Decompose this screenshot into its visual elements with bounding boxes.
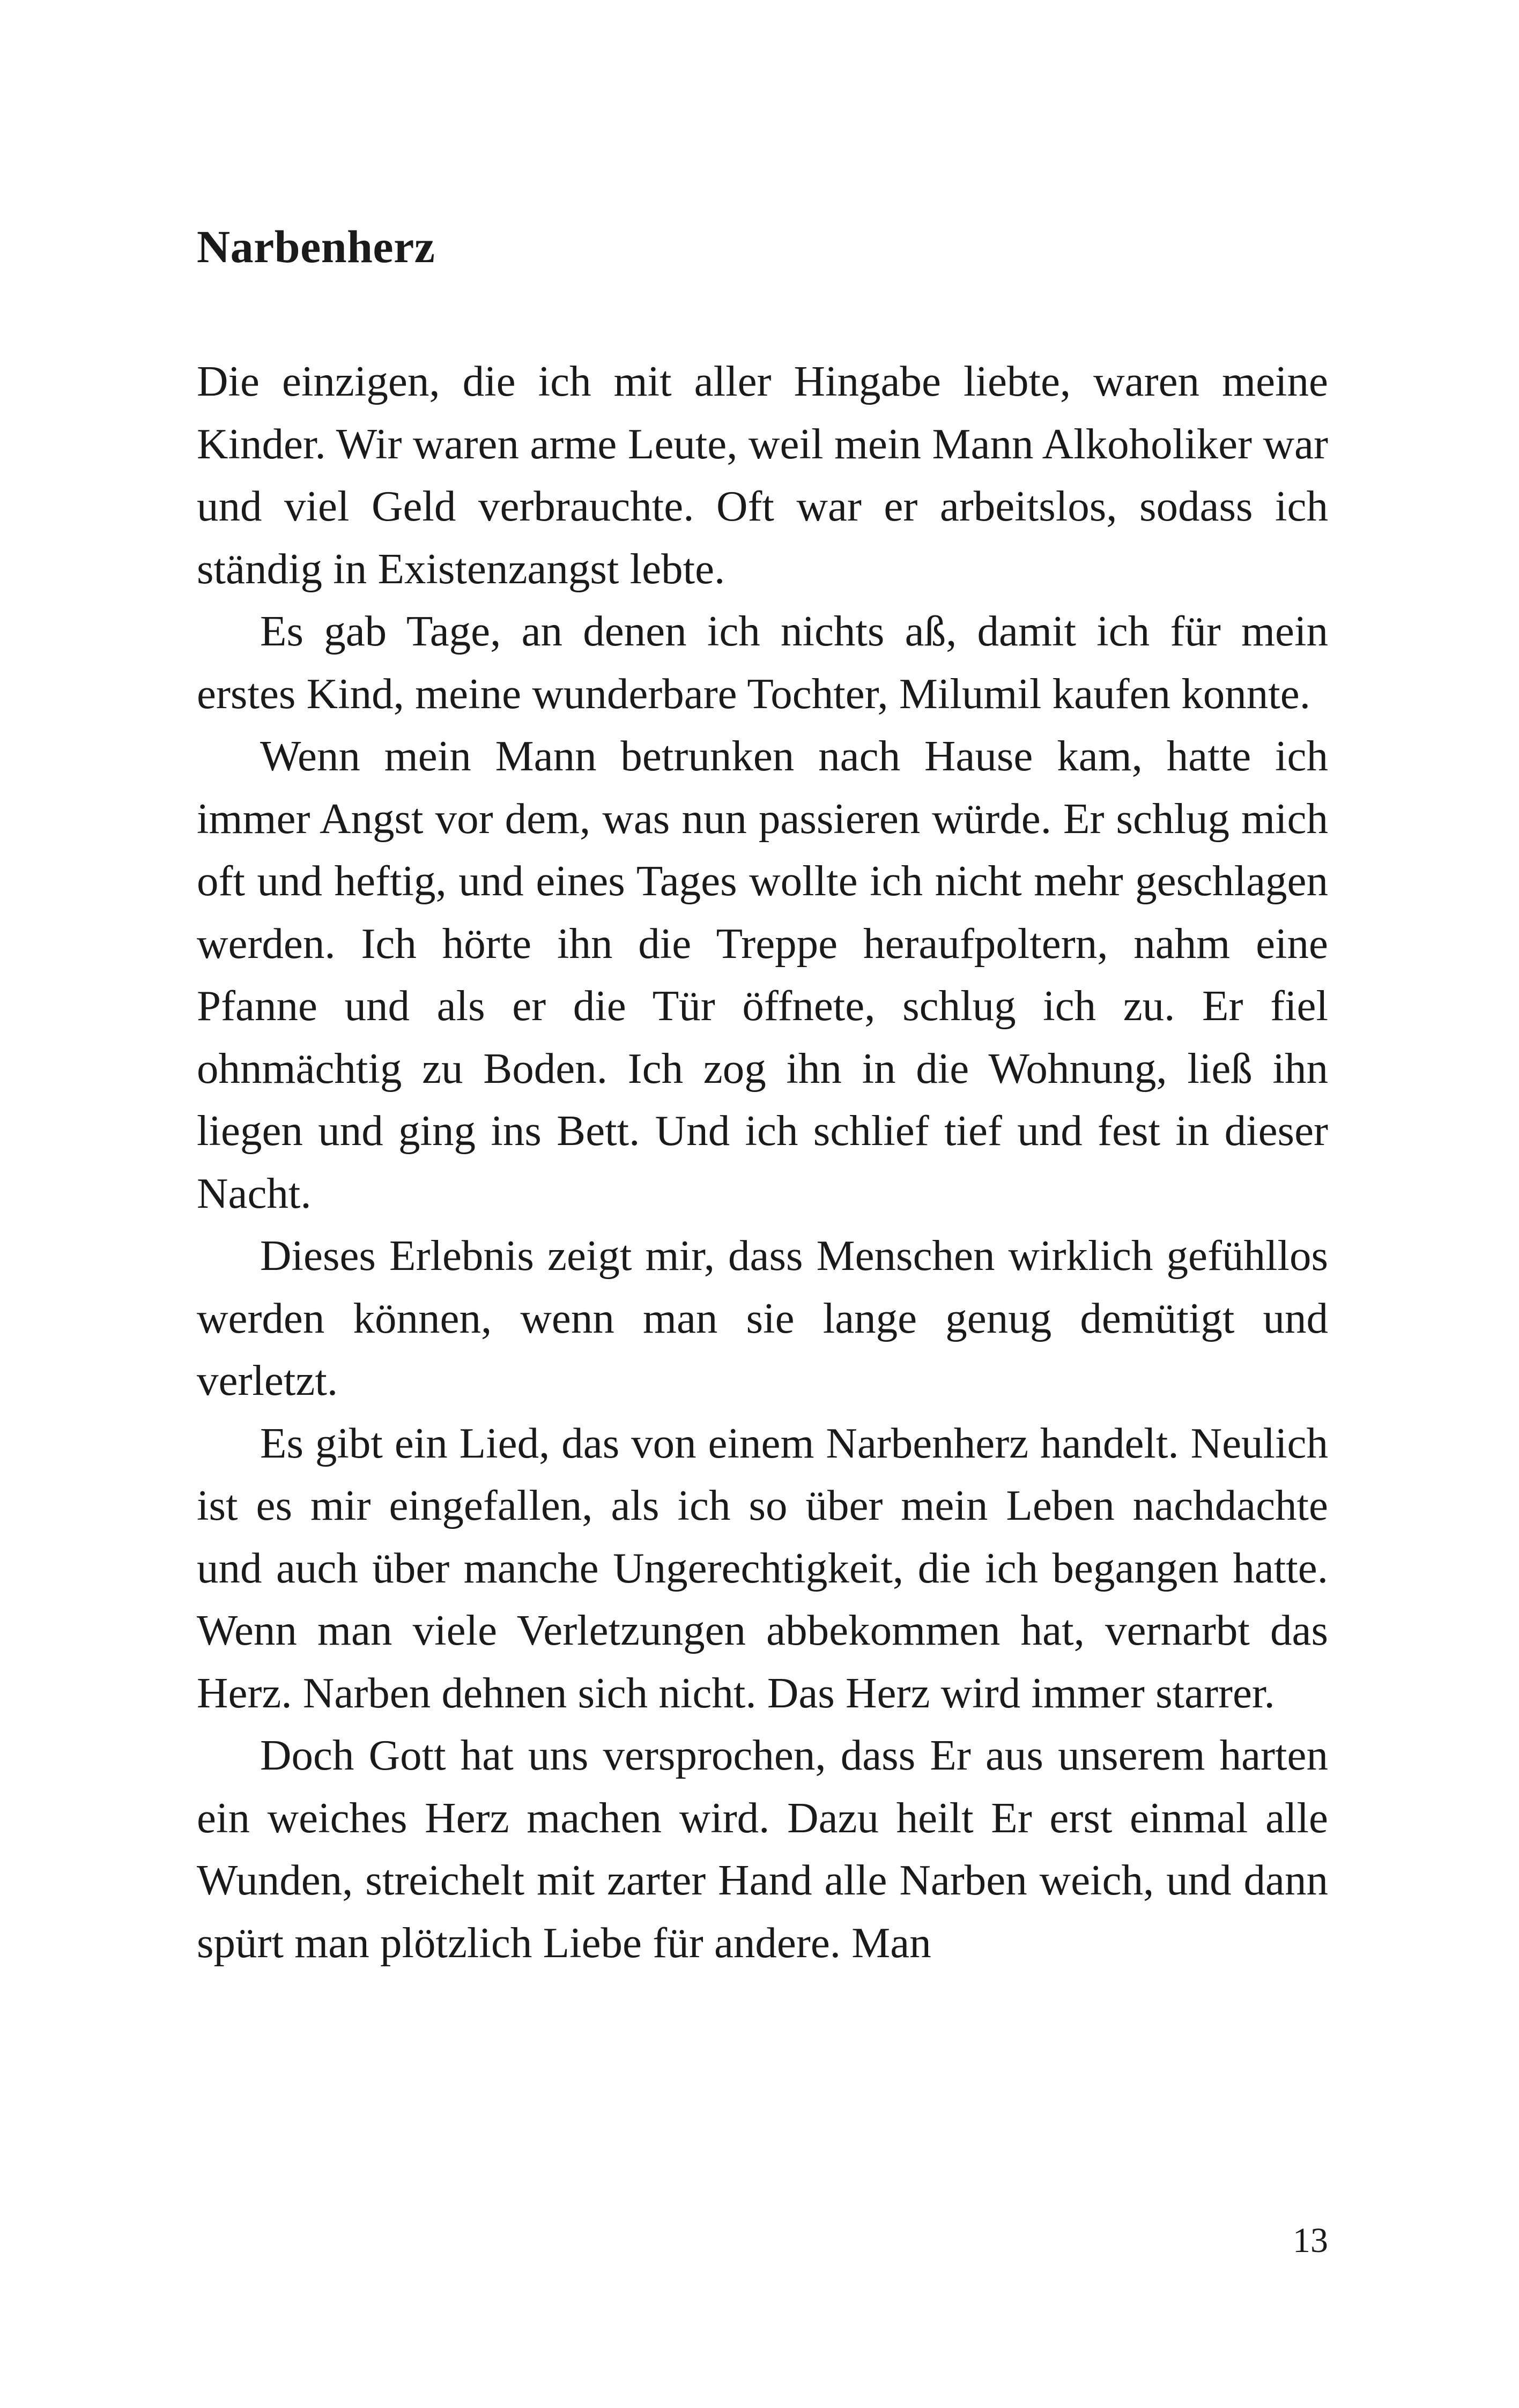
chapter-title: Narbenherz [197,221,435,272]
paragraph-1: Die einzigen, die ich mit aller Hingabe liebte, waren meine Kinder. Wir waren arme Leute, weil mein Mann Alkoholiker war und viel Geld verbrauchte. Oft war er arbeitslos, sodass ich ständig in Existenzangst lebte. [197,357,1328,593]
paragraph-4: Dieses Erlebnis zeigt mir, dass Menschen wirklich gefühllos werden können, wenn man sie lange genug demütigt und verletzt. [197,1231,1328,1404]
page-number: 13 [1293,2221,1328,2260]
book-page [197,0,1328,2408]
paragraph-3: Wenn mein Mann betrunken nach Hause kam, hatte ich immer Angst vor dem, was nun passieren würde. Er schlug mich oft und heftig, und eines Tages wollte ich nicht mehr geschlagen werden. Ich hörte ihn die Treppe heraufpoltern, nahm eine Pfanne und als er die Tür öffnete, schlug ich zu. Er fiel ohnmächtig zu Boden. Ich zog ihn in die Wohnung, ließ ihn liegen und ging ins Bett. Und ich schlief tief und fest in dieser Nacht. [197,732,1328,1217]
body-text [197,350,1328,1974]
paragraph-2: Es gab Tage, an denen ich nichts aß, damit ich für mein erstes Kind, meine wunderbare Tochter, Milumil kaufen konnte. [197,607,1328,718]
paragraph-6: Doch Gott hat uns versprochen, dass Er aus unserem harten ein weiches Herz machen wird. Dazu heilt Er erst einmal alle Wunden, streichelt mit zarter Hand alle Narben weich, und dann spürt man plötzlich Liebe für andere. Man [197,1731,1328,1967]
paragraph-5: Es gibt ein Lied, das von einem Narbenherz handelt. Neulich ist es mir eingefallen, als ich so über mein Leben nachdachte und auch über manche Ungerechtigkeit, die ich begangen hatte. Wenn man viele Verletzungen abbekommen hat, vernarbt das Herz. Narben dehnen sich nicht. Das Herz wird immer starrer. [197,1418,1328,1717]
